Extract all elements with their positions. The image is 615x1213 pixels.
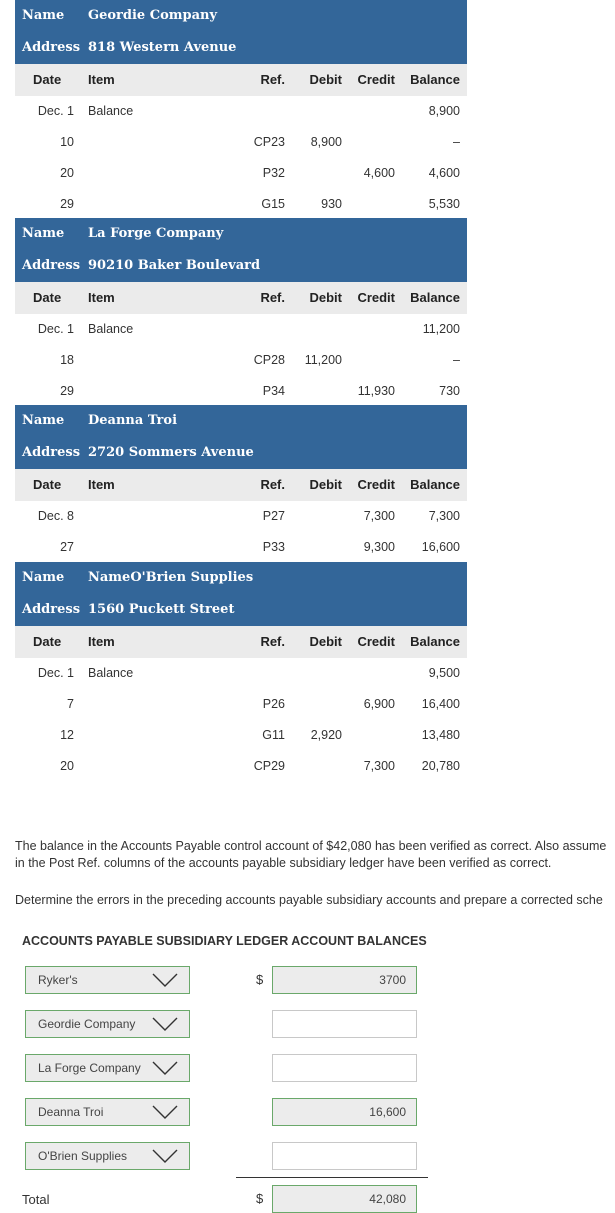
ledger-row — [15, 501, 467, 532]
ledger-row — [15, 127, 467, 158]
name-label: Name — [22, 8, 65, 23]
ledger-row — [15, 345, 467, 376]
ledger-row — [15, 158, 467, 189]
address-label: Address — [22, 602, 81, 617]
total-label: Total — [22, 1192, 50, 1207]
row-ref: CP28 — [253, 353, 285, 367]
ledger-address: 90210 Baker Boulevard — [88, 258, 261, 273]
ledger-address: 1560 Puckett Street — [88, 602, 235, 617]
ledger-row — [15, 189, 467, 220]
row-balance: – — [453, 135, 460, 149]
row-item: Balance — [88, 666, 134, 680]
row-ref: CP29 — [253, 759, 285, 773]
name-label: Name — [22, 413, 65, 428]
col-credit: Credit — [357, 290, 395, 305]
ledger-name: NameO'Brien Supplies — [88, 570, 254, 585]
amount-input-total[interactable]: 42,080 — [272, 1185, 417, 1213]
ledger-obrien-supplies — [15, 562, 467, 782]
row-balance: 20,780 — [421, 759, 460, 773]
amount-input-obrien[interactable] — [272, 1142, 417, 1170]
row-ref: P33 — [262, 540, 285, 554]
row-credit: 7,300 — [363, 509, 395, 523]
address-label: Address — [22, 40, 81, 55]
row-date: Dec. 1 — [37, 104, 74, 118]
row-debit: 8,900 — [310, 135, 342, 149]
row-date: 20 — [60, 759, 74, 773]
col-item: Item — [88, 477, 115, 492]
account-select-value: Geordie Company — [38, 1017, 136, 1031]
ledger-row — [15, 314, 467, 345]
address-label: Address — [22, 445, 81, 460]
account-select-obrien[interactable] — [25, 1142, 190, 1170]
row-ref: G11 — [262, 728, 285, 742]
row-date: 27 — [60, 540, 74, 554]
amount-input-geordie[interactable] — [272, 1010, 417, 1038]
row-item: Balance — [88, 104, 134, 118]
row-credit: 4,600 — [363, 166, 395, 180]
instruction-line: The balance in the Accounts Payable control account of $42,080 has been verified as correct. Also assume — [15, 839, 607, 853]
row-ref: P26 — [262, 697, 285, 711]
total-divider — [236, 1177, 428, 1178]
col-credit: Credit — [357, 477, 395, 492]
row-balance: 8,900 — [428, 104, 460, 118]
row-debit: 2,920 — [310, 728, 342, 742]
chevron-down-icon — [151, 1060, 179, 1079]
row-ref: P32 — [262, 166, 285, 180]
row-date: 29 — [60, 384, 74, 398]
ledger-header — [15, 218, 467, 282]
row-balance: 13,480 — [421, 728, 460, 742]
account-select-value: La Forge Company — [38, 1061, 141, 1075]
amount-input-rykers[interactable]: 3700 — [272, 966, 417, 994]
row-ref: P27 — [262, 509, 285, 523]
chevron-down-icon — [151, 1016, 179, 1035]
address-label: Address — [22, 258, 81, 273]
col-debit: Debit — [309, 477, 342, 492]
ledger-row — [15, 658, 467, 689]
col-debit: Debit — [309, 290, 342, 305]
account-select-value: O'Brien Supplies — [38, 1149, 128, 1163]
col-balance: Balance — [410, 634, 460, 649]
row-ref: G15 — [261, 197, 285, 211]
schedule-title: ACCOUNTS PAYABLE SUBSIDIARY LEDGER ACCOUNT BALANCES — [22, 934, 427, 948]
col-debit: Debit — [309, 72, 342, 87]
row-date: 7 — [67, 697, 74, 711]
column-header-row — [15, 626, 467, 658]
row-balance: – — [453, 353, 460, 367]
instruction-paragraph — [15, 838, 615, 872]
account-select-geordie[interactable] — [25, 1010, 190, 1038]
name-label: Name — [22, 570, 65, 585]
col-date: Date — [33, 477, 62, 492]
account-select-value: Ryker's — [38, 973, 78, 987]
row-date: 10 — [60, 135, 74, 149]
account-select-rykers[interactable] — [25, 966, 190, 994]
col-balance: Balance — [410, 290, 460, 305]
col-item: Item — [88, 72, 115, 87]
row-credit: 11,930 — [357, 384, 395, 398]
name-label: Name — [22, 226, 65, 241]
dollar-sign: $ — [256, 1191, 264, 1206]
amount-input-deanna-troi[interactable]: 16,600 — [272, 1098, 417, 1126]
column-header-row — [15, 64, 467, 96]
row-balance: 9,500 — [428, 666, 460, 680]
row-item: Balance — [88, 322, 134, 336]
ledger-row — [15, 720, 467, 751]
ledger-row — [15, 376, 467, 407]
ledger-address: 2720 Sommers Avenue — [88, 445, 254, 460]
instruction-task — [15, 892, 615, 909]
amount-input-la-forge[interactable] — [272, 1054, 417, 1082]
account-select-la-forge[interactable] — [25, 1054, 190, 1082]
col-date: Date — [33, 290, 62, 305]
row-date: 18 — [60, 353, 74, 367]
row-credit: 6,900 — [363, 697, 395, 711]
col-ref: Ref. — [260, 72, 285, 87]
ledger-header — [15, 405, 467, 469]
chevron-down-icon — [151, 1104, 179, 1123]
col-credit: Credit — [357, 72, 395, 87]
chevron-down-icon — [151, 972, 179, 991]
ledger-address: 818 Western Avenue — [88, 40, 237, 55]
column-header-row — [15, 282, 467, 314]
ledger-header — [15, 0, 467, 64]
instruction-line: Determine the errors in the preceding accounts payable subsidiary accounts and prepare a corrected sche — [15, 893, 603, 907]
row-balance: 730 — [439, 384, 460, 398]
row-credit: 7,300 — [363, 759, 395, 773]
row-ref: P34 — [262, 384, 285, 398]
col-ref: Ref. — [260, 477, 285, 492]
ledger-header — [15, 562, 467, 626]
row-ref: CP23 — [253, 135, 285, 149]
col-ref: Ref. — [260, 634, 285, 649]
row-debit: 11,200 — [304, 353, 342, 367]
col-item: Item — [88, 634, 115, 649]
col-ref: Ref. — [260, 290, 285, 305]
col-date: Date — [33, 634, 62, 649]
ledger-row — [15, 96, 467, 127]
row-date: Dec. 1 — [37, 322, 74, 336]
ledger-row — [15, 689, 467, 720]
ledger-la-forge-company — [15, 218, 467, 407]
row-balance: 11,200 — [422, 322, 460, 336]
ledger-row — [15, 532, 467, 563]
row-balance: 5,530 — [428, 197, 460, 211]
row-credit: 9,300 — [363, 540, 395, 554]
ledger-geordie-company — [15, 0, 467, 220]
row-date: 29 — [60, 197, 74, 211]
col-balance: Balance — [410, 72, 460, 87]
col-item: Item — [88, 290, 115, 305]
row-date: 12 — [60, 728, 74, 742]
chevron-down-icon — [151, 1148, 179, 1167]
row-balance: 16,400 — [421, 697, 460, 711]
row-balance: 4,600 — [428, 166, 460, 180]
row-balance: 7,300 — [428, 509, 460, 523]
ledger-name: Deanna Troi — [88, 413, 178, 428]
instruction-line: in the Post Ref. columns of the accounts payable subsidiary ledger have been verified as correct. — [15, 856, 552, 870]
account-select-deanna-troi[interactable] — [25, 1098, 190, 1126]
row-balance: 16,600 — [421, 540, 460, 554]
row-date: 20 — [60, 166, 74, 180]
dollar-sign: $ — [256, 972, 264, 987]
ledger-name: Geordie Company — [88, 8, 218, 23]
ledger-name: La Forge Company — [88, 226, 224, 241]
row-debit: 930 — [321, 197, 342, 211]
ledger-deanna-troi — [15, 405, 467, 563]
column-header-row — [15, 469, 467, 501]
row-date: Dec. 1 — [37, 666, 74, 680]
col-balance: Balance — [410, 477, 460, 492]
row-date: Dec. 8 — [37, 509, 74, 523]
col-date: Date — [33, 72, 62, 87]
ledger-row — [15, 751, 467, 782]
col-debit: Debit — [309, 634, 342, 649]
col-credit: Credit — [357, 634, 395, 649]
account-select-value: Deanna Troi — [38, 1105, 104, 1119]
